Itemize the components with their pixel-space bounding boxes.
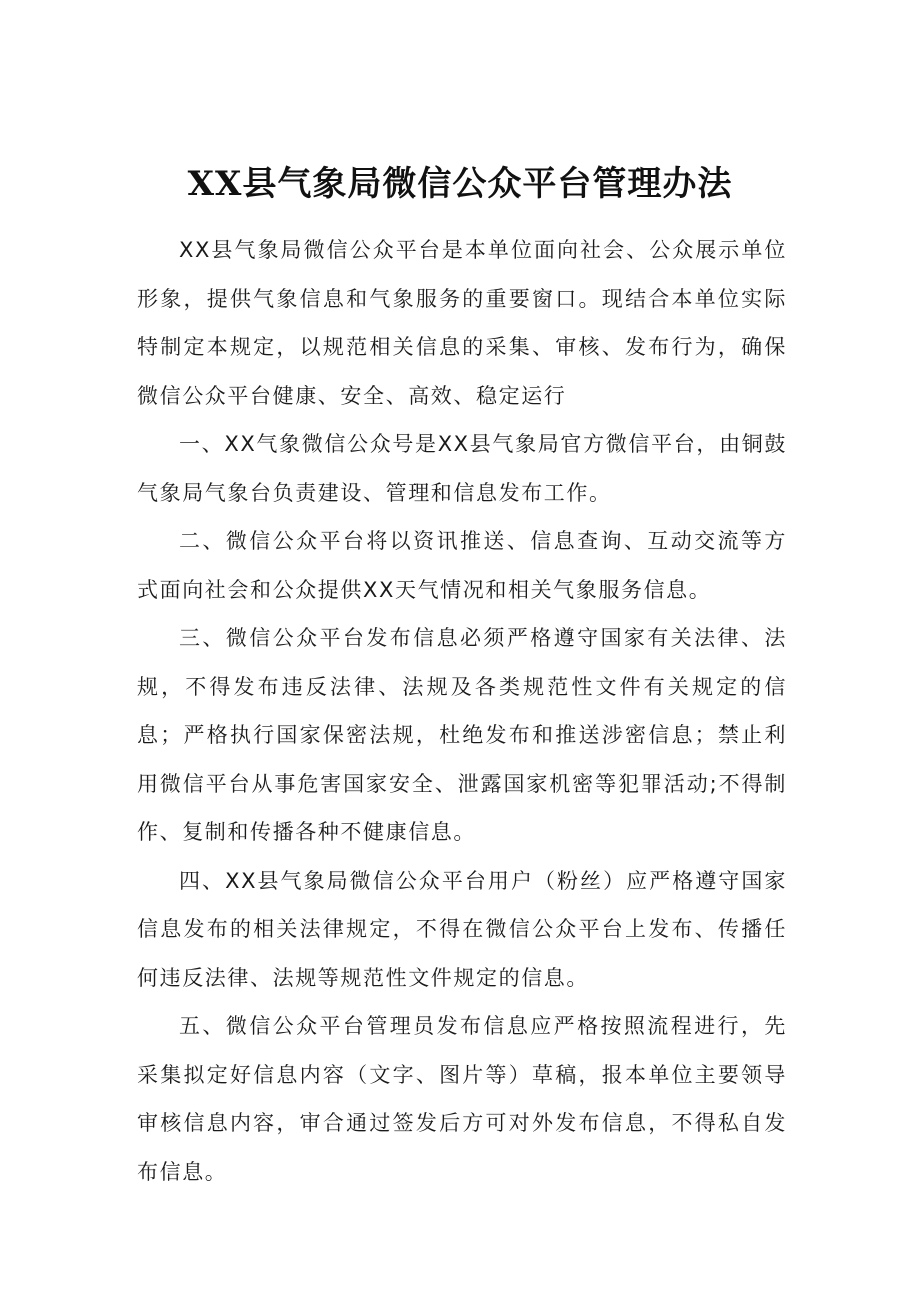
paragraph-article-5: 五、微信公众平台管理员发布信息应严格按照流程进行，先采集拟定好信息内容（文字、图片等）草稿，报本单位主要领导审核信息内容，审合通过签发后方可对外发布信息，不得私自发布信息。 <box>137 1014 787 1184</box>
paragraph-intro: XX县气象局微信公众平台是本单位面向社会、公众展示单位形象，提供气象信息和气象服务的重要窗口。现结合本单位实际特制定本规定，以规范相关信息的采集、审核、发布行为，确保微信公众平台健康、安全、高效、稳定运行 <box>137 238 787 408</box>
paragraph-article-3: 三、微信公众平台发布信息必须严格遵守国家有关法律、法规，不得发布违反法律、法规及各类规范性文件有关规定的信息；严格执行国家保密法规，杜绝发布和推送涉密信息；禁止利用微信平台从事危害国家安全、泄露国家机密等犯罪活动;不得制作、复制和传播各种不健康信息。 <box>137 626 787 844</box>
paragraph-article-1: 一、XX气象微信公众号是XX县气象局官方微信平台，由铜鼓气象局气象台负责建设、管理和信息发布工作。 <box>137 432 787 505</box>
paragraph-article-2: 二、微信公众平台将以资讯推送、信息查询、互动交流等方式面向社会和公众提供XX天气情况和相关气象服务信息。 <box>137 529 787 602</box>
paragraph-article-4: 四、XX县气象局微信公众平台用户（粉丝）应严格遵守国家信息发布的相关法律规定，不得在微信公众平台上发布、传播任何违反法律、法规等规范性文件规定的信息。 <box>137 868 787 990</box>
document-title: XX县气象局微信公众平台管理办法 <box>187 164 733 204</box>
document-body <box>137 226 787 1196</box>
